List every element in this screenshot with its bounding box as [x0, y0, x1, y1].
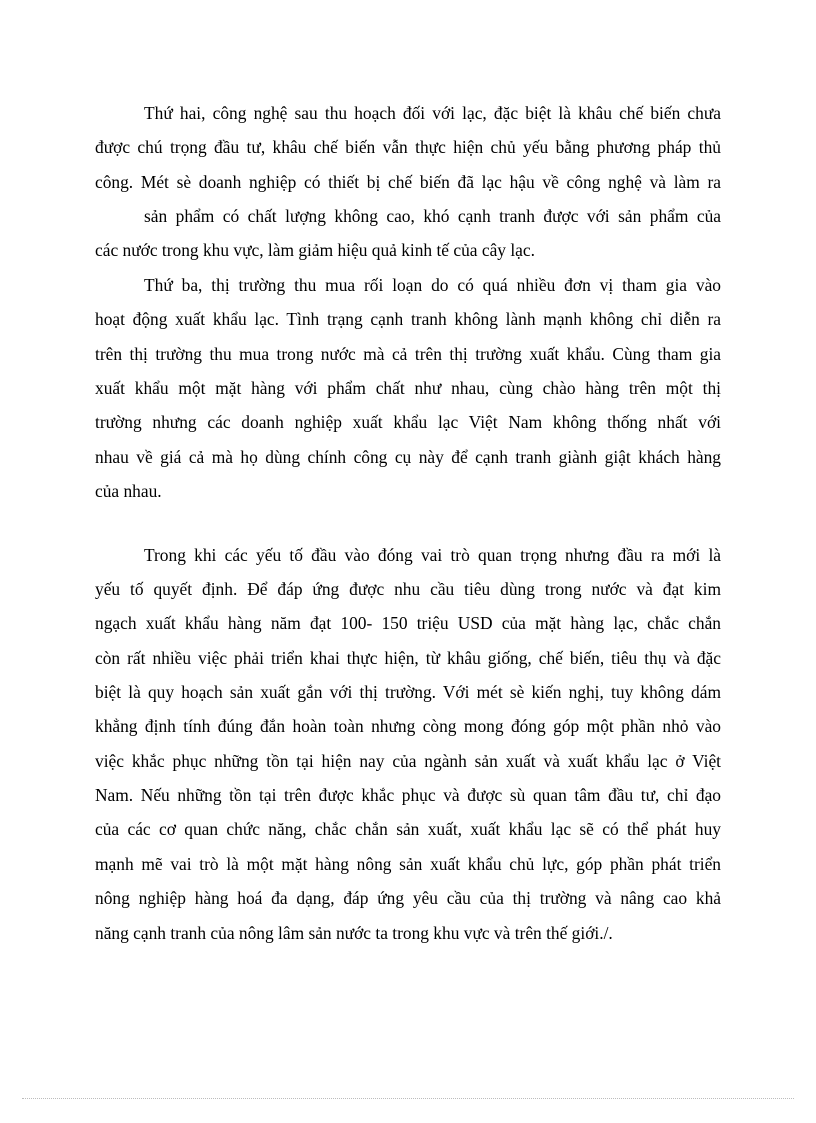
paragraph-1-line-3: công. Mét sè doanh nghiệp có thiết bị chế biến đã lạc hậu về công nghệ và làm ra: [95, 172, 721, 192]
paragraph-2-line-3: trên thị trường thu mua trong nước mà cả trên thị trường xuất khẩu. Cùng tham gia: [95, 344, 721, 364]
paragraph-3-line-12: năng cạnh tranh của nông lâm sản nước ta trong khu vực và trên thế giới./.: [95, 923, 613, 943]
paragraph-1-line-2: được chú trọng đầu tư, khâu chế biến vẫn thực hiện chủ yếu bằng phương pháp thủ: [95, 137, 721, 157]
paragraph-2-line-6: nhau về giá cả mà họ dùng chính công cụ này để cạnh tranh giành giật khách hàng: [95, 447, 721, 467]
paragraph-3-line-10: mạnh mẽ vai trò là một mặt hàng nông sản xuất khẩu chủ lực, góp phần phát triển: [95, 854, 721, 874]
paragraph-3-line-8: Nam. Nếu những tồn tại trên được khắc phục và được sù quan tâm đầu tư, chỉ đạo: [95, 785, 721, 805]
page-bottom-divider: [22, 1098, 794, 1099]
paragraph-3-line-1: Trong khi các yếu tố đầu vào đóng vai trò quan trọng nhưng đầu ra mới là: [144, 545, 721, 565]
paragraph-3-line-3: ngạch xuất khẩu hàng năm đạt 100- 150 triệu USD của mặt hàng lạc, chắc chắn: [95, 613, 721, 633]
paragraph-2-line-4: xuất khẩu một mặt hàng với phẩm chất như nhau, cùng chào hàng trên một thị: [95, 378, 721, 398]
paragraph-3-line-2: yếu tố quyết định. Để đáp ứng được nhu cầu tiêu dùng trong nước và đạt kim: [95, 579, 721, 599]
paragraph-3-line-4: còn rất nhiều việc phải triển khai thực hiện, từ khâu giống, chế biến, tiêu thụ và đặc: [95, 648, 721, 668]
paragraph-3-line-9: của các cơ quan chức năng, chắc chắn sản xuất, xuất khẩu lạc sẽ có thể phát huy: [95, 819, 721, 839]
paragraph-3-line-6: khẳng định tính đúng đắn hoàn toàn nhưng còng mong đóng góp một phần nhỏ vào: [95, 716, 721, 736]
paragraph-2-line-7: của nhau.: [95, 481, 162, 501]
paragraph-1-line-1: Thứ hai, công nghệ sau thu hoạch đối với lạc, đặc biệt là khâu chế biến chưa: [144, 103, 721, 123]
paragraph-2-line-2: hoạt động xuất khẩu lạc. Tình trạng cạnh tranh không lành mạnh không chỉ diễn ra: [95, 309, 721, 329]
paragraph-3-line-11: nông nghiệp hàng hoá đa dạng, đáp ứng yêu cầu của thị trường và nâng cao khả: [95, 888, 721, 908]
paragraph-1-line-4: sản phẩm có chất lượng không cao, khó cạnh tranh được với sản phẩm của: [144, 206, 721, 226]
paragraph-2-line-1: Thứ ba, thị trường thu mua rối loạn do có quá nhiều đơn vị tham gia vào: [144, 275, 721, 295]
paragraph-1-line-5: các nước trong khu vực, làm giảm hiệu quả kinh tế của cây lạc.: [95, 240, 535, 260]
paragraph-3-line-5: biệt là quy hoạch sản xuất gắn với thị trường. Với mét sè kiến nghị, tuy không dám: [95, 682, 721, 702]
paragraph-3-line-7: việc khắc phục những tồn tại hiện nay của ngành sản xuất và xuất khẩu lạc ở Việt: [95, 751, 721, 771]
paragraph-2-line-5: trường nhưng các doanh nghiệp xuất khẩu lạc Việt Nam không thống nhất với: [95, 412, 721, 432]
